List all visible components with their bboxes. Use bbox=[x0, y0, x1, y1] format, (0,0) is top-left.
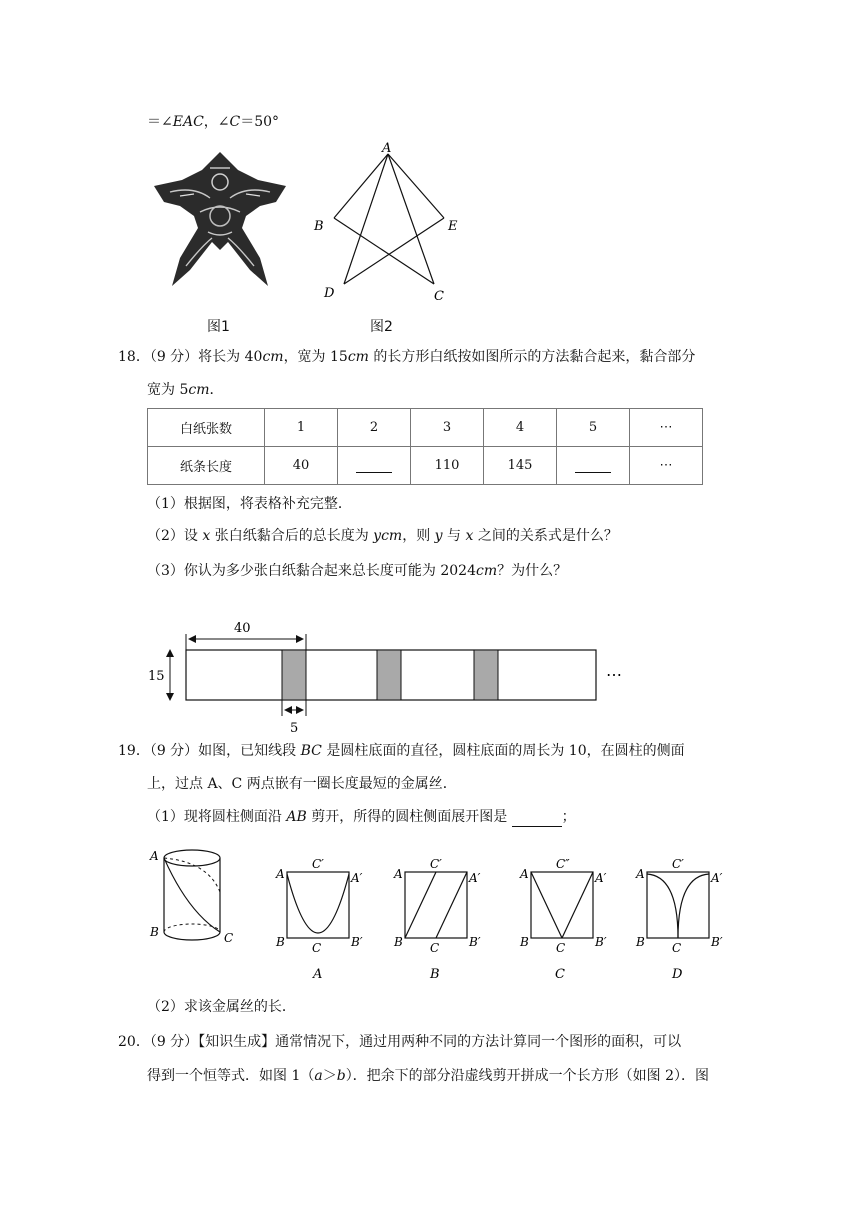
q17-text: ，∠ bbox=[203, 114, 230, 130]
q18-sub3 bbox=[147, 561, 567, 581]
q17-angle-name: C bbox=[229, 114, 241, 130]
q18-text: 宽为 5 bbox=[147, 382, 189, 398]
q18-text: 张白纸黏合后的总长度为 bbox=[210, 528, 374, 544]
ellipsis: ⋯ bbox=[606, 665, 622, 684]
option-b-figure[interactable] bbox=[392, 852, 492, 982]
table-cell: 白纸张数 bbox=[148, 409, 265, 447]
option-a-figure[interactable] bbox=[272, 852, 372, 982]
answer-blank[interactable] bbox=[356, 460, 392, 473]
q18-table bbox=[147, 408, 703, 485]
q19-text: 是圆柱底面的直径，圆柱底面的周长为 10，在圆柱的侧面 bbox=[321, 743, 685, 759]
opt-label: C′ bbox=[430, 857, 442, 871]
q18-text: 的长方形白纸按如图所示的方法黏合起来，黏合部分 bbox=[368, 349, 696, 365]
overlap-region bbox=[282, 650, 306, 700]
table-cell: 1 bbox=[265, 409, 338, 447]
length-label: 40 bbox=[234, 621, 251, 636]
q19-text: 剪开，所得的圆柱侧面展开图是 bbox=[306, 809, 512, 825]
q17-tail-line bbox=[147, 112, 279, 132]
q19-line2: 上，过点 A、C 两点嵌有一圈长度最短的金属丝． bbox=[147, 776, 457, 792]
opt-label: B′ bbox=[595, 935, 607, 949]
q18-text: ． bbox=[209, 382, 224, 398]
q18-sub2 bbox=[147, 526, 618, 546]
opt-label: A′ bbox=[595, 871, 607, 885]
q20-text: ＞ bbox=[322, 1068, 337, 1084]
paper-strip-diagram bbox=[140, 616, 640, 738]
table-cell: 110 bbox=[411, 447, 484, 485]
opt-label: B bbox=[636, 935, 645, 949]
overlap-region bbox=[377, 650, 401, 700]
fig1-caption: 图1 bbox=[207, 319, 230, 335]
q18-line2 bbox=[147, 380, 223, 400]
point-a-label: A bbox=[382, 141, 392, 156]
option-letter: A bbox=[313, 967, 323, 982]
q17-text: ＝50° bbox=[240, 114, 280, 130]
cyl-a-label: A bbox=[150, 849, 159, 863]
option-d-figure[interactable] bbox=[632, 852, 732, 982]
width-label: 15 bbox=[148, 669, 165, 684]
q20-text: 得到一个恒等式．如图 1（ bbox=[147, 1068, 315, 1084]
opt-label: A bbox=[394, 867, 403, 881]
table-cell: 4 bbox=[484, 409, 557, 447]
opt-label: C bbox=[312, 941, 322, 955]
q19-sub2: （2）求该金属丝的长． bbox=[147, 999, 296, 1015]
q18-text: ？为什么？ bbox=[497, 563, 568, 579]
answer-blank[interactable] bbox=[512, 814, 562, 827]
cyl-b-label: B bbox=[150, 925, 159, 939]
answer-blank[interactable] bbox=[575, 460, 611, 473]
q18-var: x bbox=[202, 528, 211, 544]
opt-label: A bbox=[636, 867, 645, 881]
opt-label: C bbox=[556, 941, 566, 955]
option-letter: C bbox=[555, 967, 565, 982]
cylinder-figure bbox=[148, 842, 244, 954]
q18-text: ，宽为 15 bbox=[283, 349, 348, 365]
opt-label: A′ bbox=[711, 871, 723, 885]
q18-unit: cm bbox=[476, 563, 498, 579]
opt-label: B′ bbox=[469, 935, 481, 949]
table-cell: 145 bbox=[484, 447, 557, 485]
opt-label: A′ bbox=[351, 871, 363, 885]
opt-label: B′ bbox=[711, 935, 723, 949]
table-cell: 3 bbox=[411, 409, 484, 447]
option-c-figure[interactable] bbox=[518, 852, 618, 982]
q18-var: ycm bbox=[373, 528, 403, 544]
q17-angle-name: EAC bbox=[172, 114, 204, 130]
point-c-label: C bbox=[434, 289, 444, 304]
q19-segment: AB bbox=[286, 809, 307, 825]
fig2-caption: 图2 bbox=[370, 319, 393, 335]
q18-text: ，则 bbox=[402, 528, 435, 544]
q18-text: （3）你认为多少张白纸黏合起来总长度可能为 2024 bbox=[147, 563, 476, 579]
q18-var: y bbox=[434, 528, 443, 544]
option-letter: D bbox=[672, 967, 683, 982]
opt-label: B′ bbox=[351, 935, 363, 949]
q17-text: ＝∠ bbox=[147, 114, 173, 130]
point-d-label: D bbox=[324, 286, 335, 301]
q18-text: 与 bbox=[442, 528, 466, 544]
q18-unit: cm bbox=[262, 349, 284, 365]
q18-text: 18．（9 分）将长为 40 bbox=[118, 349, 263, 365]
table-cell-blank[interactable] bbox=[557, 447, 630, 485]
table-row bbox=[148, 447, 703, 485]
point-e-label: E bbox=[448, 219, 458, 234]
q20-var: b bbox=[336, 1068, 346, 1084]
q19-text: （1）现将圆柱侧面沿 bbox=[147, 809, 287, 825]
q18-text: （2）设 bbox=[147, 528, 203, 544]
q20-line1: 20．（9 分）【知识生成】通常情况下，通过用两种不同的方法计算同一个图形的面积，可以 bbox=[118, 1034, 682, 1050]
q19-text: 19．（9 分）如图，已知线段 bbox=[118, 743, 301, 759]
q18-unit: cm bbox=[188, 382, 210, 398]
table-cell: 5 bbox=[557, 409, 630, 447]
table-cell: 40 bbox=[265, 447, 338, 485]
q20-text: ）．把余下的部分沿虚线剪开拼成一个长方形（如图 2）．图 bbox=[345, 1068, 710, 1084]
opt-label: C′ bbox=[672, 857, 684, 871]
q18-sub1: （1）根据图，将表格补充完整． bbox=[147, 496, 352, 512]
table-row bbox=[148, 409, 703, 447]
overlap-region bbox=[474, 650, 498, 700]
option-letter: B bbox=[430, 967, 440, 982]
q20-var: a bbox=[314, 1068, 323, 1084]
table-cell-blank[interactable] bbox=[338, 447, 411, 485]
table-cell: 纸条长度 bbox=[148, 447, 265, 485]
opt-label: B bbox=[520, 935, 529, 949]
triangles-figure bbox=[308, 140, 468, 310]
overlap-label: 5 bbox=[290, 721, 299, 736]
q19-segment: BC bbox=[300, 743, 322, 759]
opt-label: A′ bbox=[469, 871, 481, 885]
q18-unit: cm bbox=[347, 349, 369, 365]
cyl-c-label: C bbox=[224, 931, 234, 945]
opt-label: C bbox=[672, 941, 682, 955]
opt-label: C′ bbox=[312, 857, 324, 871]
opt-label: A bbox=[276, 867, 285, 881]
q19-sub1 bbox=[147, 807, 576, 827]
q19-line1 bbox=[118, 741, 685, 761]
q18-var: x bbox=[465, 528, 474, 544]
table-cell: ⋯ bbox=[630, 409, 703, 447]
q18-text: 之间的关系式是什么？ bbox=[473, 528, 618, 544]
q18-line1 bbox=[118, 347, 695, 367]
table-cell: 2 bbox=[338, 409, 411, 447]
opt-label: C″ bbox=[556, 857, 570, 871]
opt-label: A bbox=[520, 867, 529, 881]
opt-label: B bbox=[276, 935, 285, 949]
opt-label: B bbox=[394, 935, 403, 949]
q19-text: ； bbox=[561, 809, 576, 825]
table-cell: ⋯ bbox=[630, 447, 703, 485]
kite-figure bbox=[150, 146, 290, 294]
point-b-label: B bbox=[314, 219, 324, 234]
q20-line2 bbox=[147, 1066, 709, 1086]
opt-label: C bbox=[430, 941, 440, 955]
